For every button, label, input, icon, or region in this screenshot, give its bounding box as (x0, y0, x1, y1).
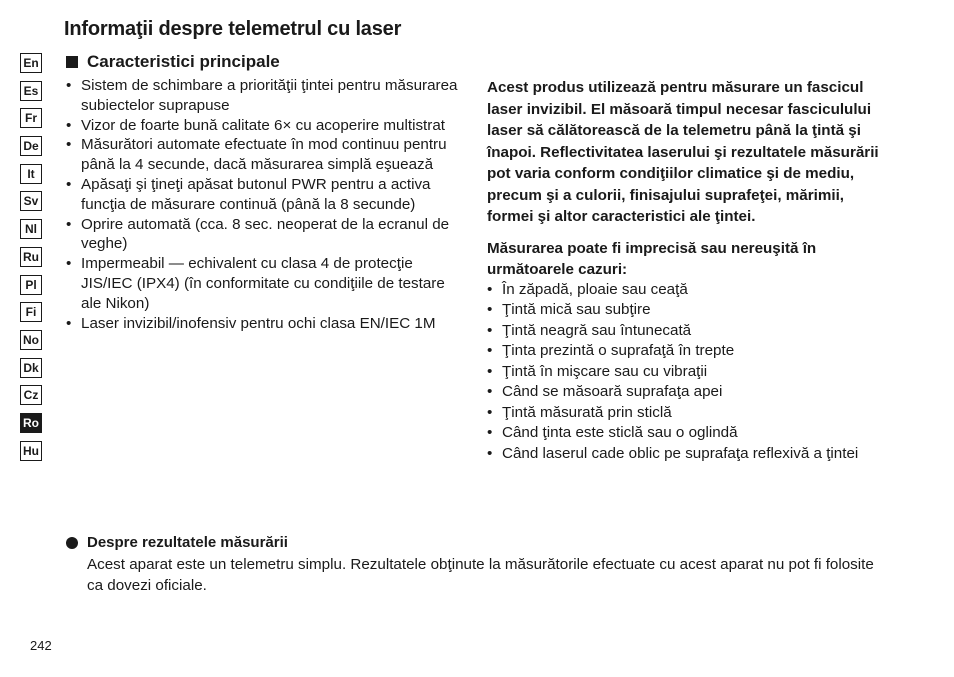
features-heading-text: Caracteristici principale (87, 52, 280, 71)
list-item: • Apăsaţi şi ţineţi apăsat butonul PWR pentru a activa funcţia de măsurare continuă (până la 8 secunde) (66, 175, 466, 215)
language-tab-en[interactable]: En (20, 53, 42, 73)
page-title: Informaţii despre telemetrul cu laser (64, 18, 402, 40)
language-tab-no[interactable]: No (20, 330, 42, 350)
list-item: • Laser invizibil/inofensiv pentru ochi clasa EN/IEC 1M (66, 314, 466, 334)
note-heading-text: Despre rezultatele măsurării (87, 534, 288, 551)
list-item: • Când ţinta este sticlă sau o oglindă (487, 423, 882, 444)
language-tab-de[interactable]: De (20, 136, 42, 156)
laser-description: Acest produs utilizează pentru măsurare un fascicul laser invizibil. El măsoară timpul necesar fasciculului laser să călătorească de la telemetru până la ţintă şi înapoi. Reflectivitatea laserului şi rezultatele măsurării pot varia conform condiţiilor climatice şi de mediu, precum şi a culorii, finisajului suprafeţei, mărimii, formei şi altor caracteristici ale ţintei. (487, 79, 879, 225)
list-item: • Ţintă în mişcare sau cu vibraţii (487, 362, 882, 383)
list-item: • Când se măsoară suprafaţa apei (487, 382, 882, 403)
language-tab-fr[interactable]: Fr (20, 108, 42, 128)
list-item: • Ţintă mică sau subţire (487, 300, 882, 321)
features-list (66, 76, 466, 333)
language-tab-fi[interactable]: Fi (20, 302, 42, 322)
circle-bullet-icon (66, 537, 78, 549)
note-heading (66, 534, 288, 551)
cases-heading: Măsurarea poate fi imprecisă sau nereuşită în următoarele cazuri: (487, 239, 817, 278)
language-tab-hu[interactable]: Hu (20, 441, 42, 461)
list-item: • În zăpadă, ploaie sau ceaţă (487, 280, 882, 301)
language-tab-ru[interactable]: Ru (20, 247, 42, 267)
list-item: • Când laserul cade oblic pe suprafaţa reflexivă a ţintei (487, 444, 882, 465)
list-item: • Oprire automată (cca. 8 sec. neoperat de la ecranul de veghe) (66, 215, 466, 255)
features-list-container (66, 76, 466, 333)
language-tab-es[interactable]: Es (20, 81, 42, 101)
language-tab-nl[interactable]: Nl (20, 219, 42, 239)
list-item: • Sistem de schimbare a priorităţii ţintei pentru măsurarea subiectelor suprapuse (66, 76, 466, 116)
language-tabs (20, 53, 42, 468)
language-tab-dk[interactable]: Dk (20, 358, 42, 378)
list-item: • Ţintă măsurată prin sticlă (487, 403, 882, 424)
list-item: • Ţinta prezintă o suprafaţă în trepte (487, 341, 882, 362)
language-tab-pl[interactable]: Pl (20, 275, 42, 295)
features-heading (66, 52, 280, 72)
right-column (487, 77, 882, 464)
list-item: • Măsurători automate efectuate în mod continuu pentru până la 4 secunde, dacă măsurarea simplă eşuează (66, 135, 466, 175)
list-item: • Impermeabil — echivalent cu clasa 4 de protecţie JIS/IEC (IPX4) (în conformitate cu condiţiile de testare ale Nikon) (66, 254, 466, 313)
language-tab-cz[interactable]: Cz (20, 385, 42, 405)
language-tab-it[interactable]: It (20, 164, 42, 184)
language-tab-sv[interactable]: Sv (20, 191, 42, 211)
list-item: • Ţintă neagră sau întunecată (487, 321, 882, 342)
list-item: • Vizor de foarte bună calitate 6× cu acoperire multistrat (66, 116, 466, 136)
note-body: Acest aparat este un telemetru simplu. Rezultatele obţinute la măsurătorile efectuate cu acest aparat nu pot fi folosite ca dovezi oficiale. (87, 556, 874, 594)
cases-list (487, 280, 882, 465)
page-number: 242 (30, 638, 52, 653)
language-tab-ro[interactable]: Ro (20, 413, 42, 433)
square-bullet-icon (66, 56, 78, 68)
